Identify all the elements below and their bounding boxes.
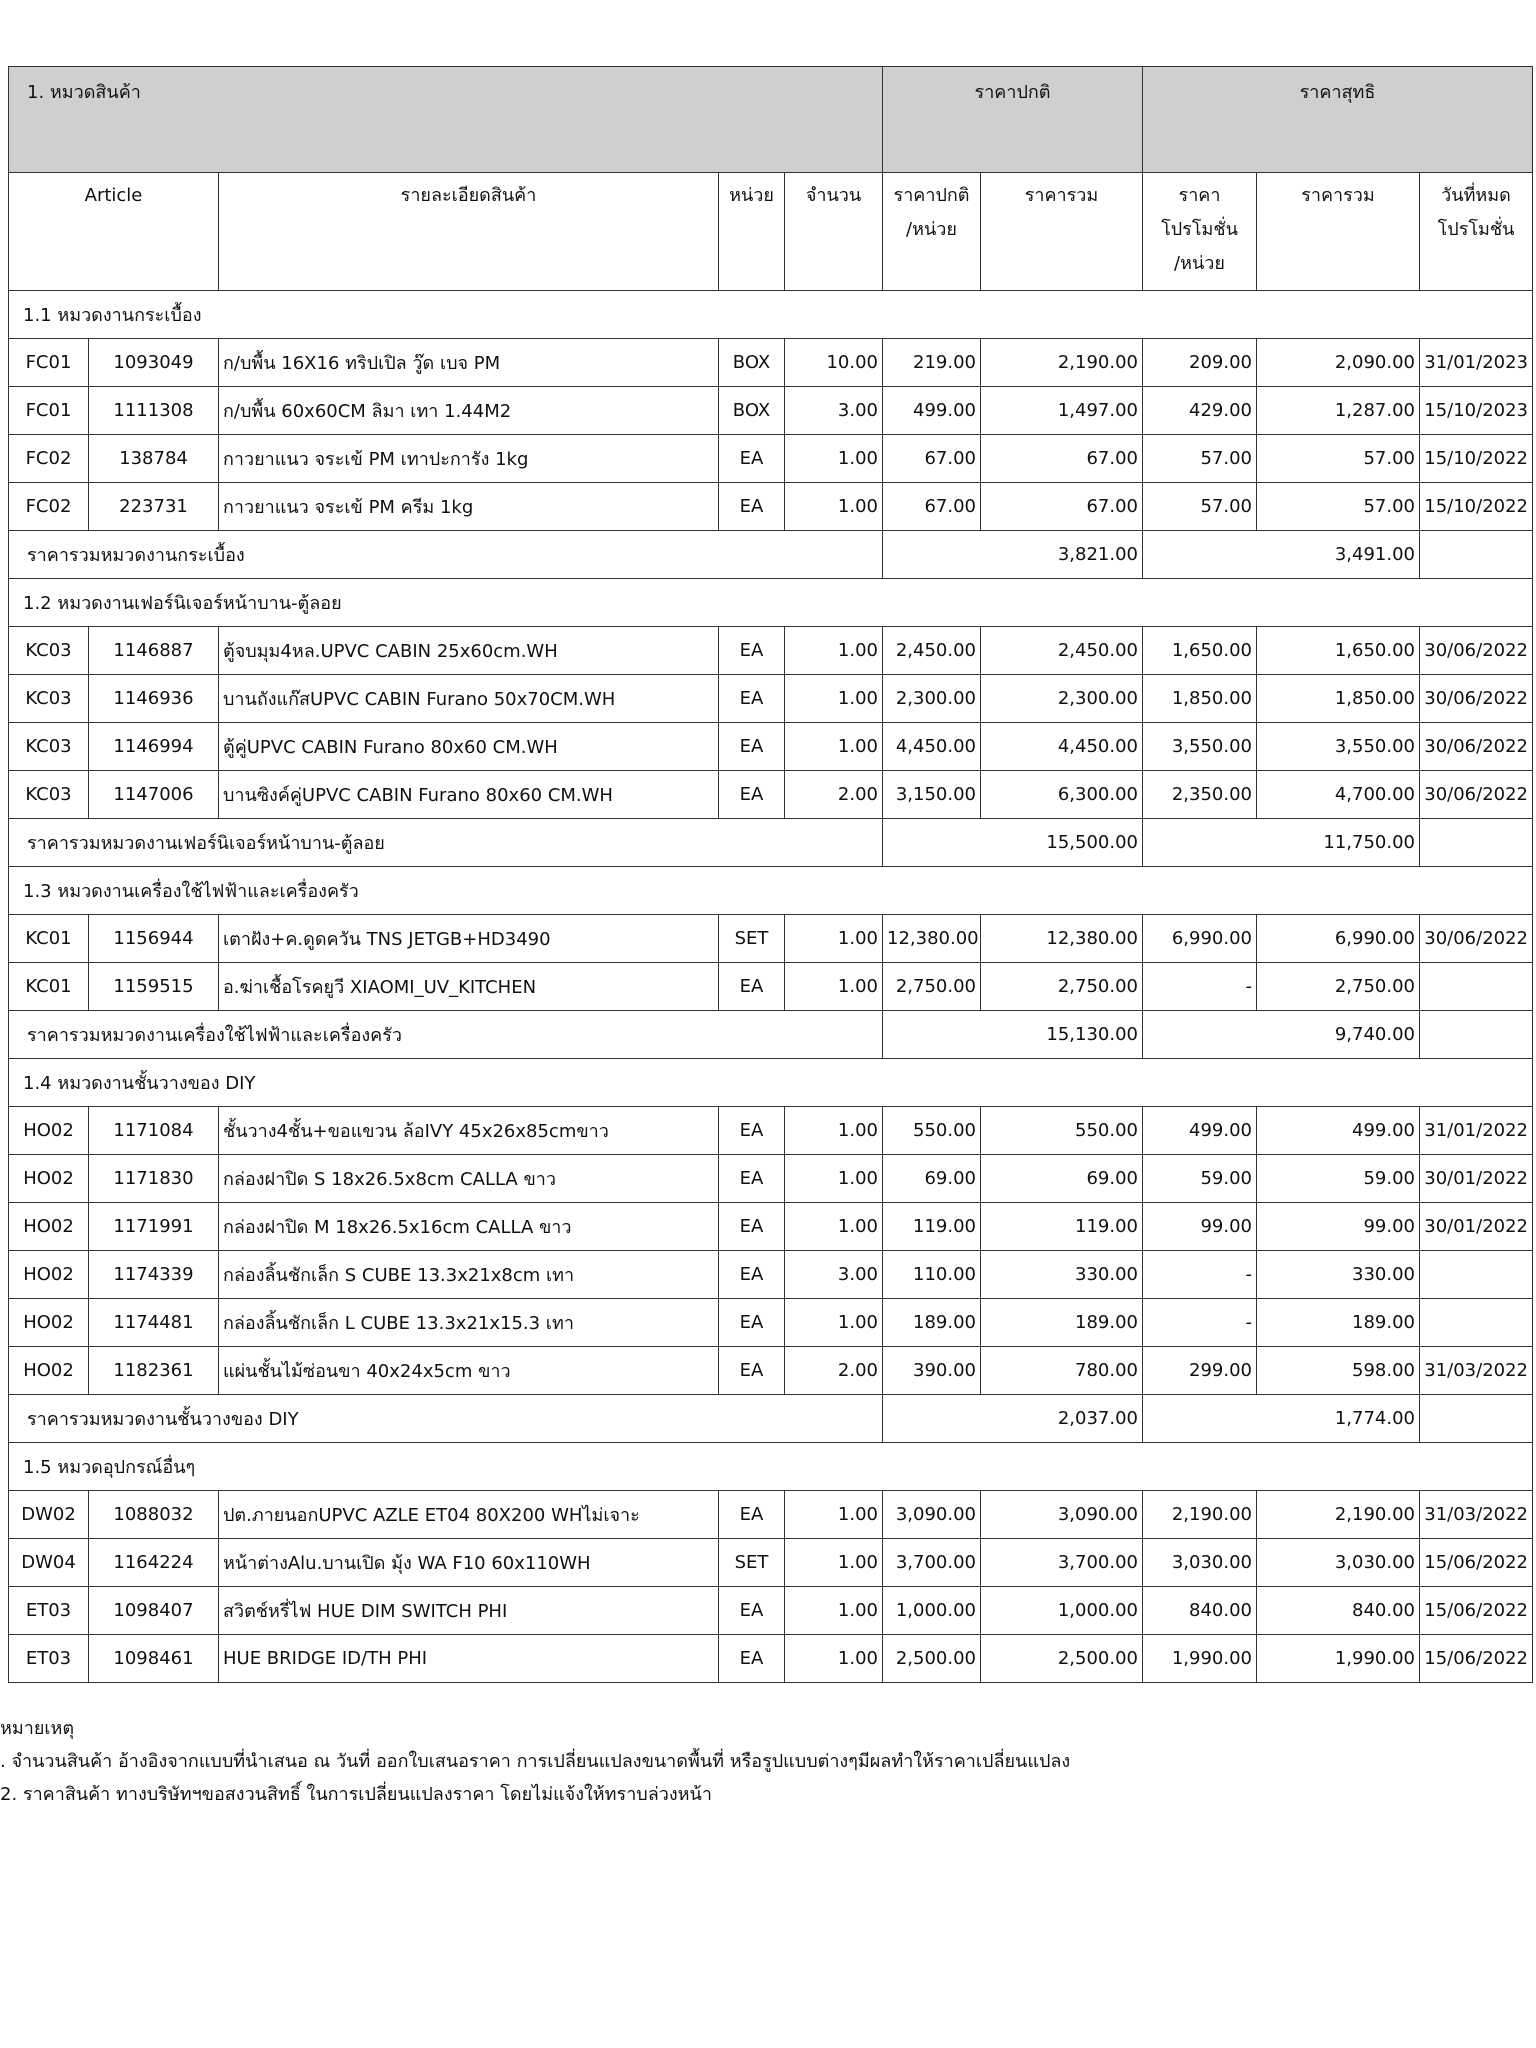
item-promo-price: 1,990.00 — [1143, 1635, 1257, 1683]
item-qty: 1.00 — [785, 435, 883, 483]
subtotal-empty — [1420, 1395, 1533, 1443]
item-total: 2,300.00 — [981, 675, 1143, 723]
item-description: กล่องฝาปิด M 18x26.5x16cm CALLA ขาว — [219, 1203, 719, 1251]
article-number: 1098461 — [89, 1635, 219, 1683]
item-promo-end: 15/06/2022 — [1420, 1635, 1533, 1683]
item-total: 67.00 — [981, 483, 1143, 531]
item-total: 1,497.00 — [981, 387, 1143, 435]
item-description: ก/บพื้น 16X16 ทริปเปิล วู๊ด เบจ PM — [219, 339, 719, 387]
section-title-row — [9, 291, 1533, 339]
item-unit-price: 2,450.00 — [883, 627, 981, 675]
article-number: 138784 — [89, 435, 219, 483]
item-description: บานซิงค์คู่UPVC CABIN Furano 80x60 CM.WH — [219, 771, 719, 819]
item-qty: 1.00 — [785, 1635, 883, 1683]
subtotal-label: ราคารวมหมวดงานชั้นวางของ DIY — [9, 1395, 883, 1443]
table-row — [9, 339, 1533, 387]
section-title: 1.5 หมวดอุปกรณ์อื่นๆ — [9, 1443, 1533, 1491]
subtotal-empty — [1420, 531, 1533, 579]
note-item: . จำนวนสินค้า อ้างอิงจากแบบที่นำเสนอ ณ วันที่ ออกใบเสนอราคา การเปลี่ยนแปลงขนาดพื้นที่ หรือรูปแบบต่างๆมีผลทำให้ราคาเปลี่ยนแปลง — [0, 1751, 1071, 1772]
item-promo-price: 1,850.00 — [1143, 675, 1257, 723]
item-unit-price: 4,450.00 — [883, 723, 981, 771]
col-article: Article — [9, 173, 219, 291]
item-unit-price: 390.00 — [883, 1347, 981, 1395]
item-net-total: 57.00 — [1257, 435, 1420, 483]
note-item: 2. ราคาสินค้า ทางบริษัทฯขอสงวนสิทธิ์ ในการเปลี่ยนแปลงราคา โดยไม่แจ้งให้ทราบล่วงหน้า — [0, 1784, 712, 1805]
item-promo-price: 299.00 — [1143, 1347, 1257, 1395]
item-net-total: 1,990.00 — [1257, 1635, 1420, 1683]
item-qty: 2.00 — [785, 771, 883, 819]
subtotal-net: 11,750.00 — [1143, 819, 1420, 867]
section-title-row — [9, 579, 1533, 627]
item-unit-price: 67.00 — [883, 435, 981, 483]
item-total: 4,450.00 — [981, 723, 1143, 771]
table-row — [9, 1203, 1533, 1251]
item-total: 69.00 — [981, 1155, 1143, 1203]
item-total: 2,750.00 — [981, 963, 1143, 1011]
item-qty: 1.00 — [785, 1155, 883, 1203]
subtotal-total: 2,037.00 — [883, 1395, 1143, 1443]
item-unit: EA — [719, 627, 785, 675]
item-promo-price: 57.00 — [1143, 483, 1257, 531]
subtotal-label: ราคารวมหมวดงานเครื่องใช้ไฟฟ้าและเครื่องครัว — [9, 1011, 883, 1059]
article-number: 1182361 — [89, 1347, 219, 1395]
subtotal-empty — [1420, 819, 1533, 867]
item-description: กาวยาแนว จระเข้ PM เทาปะการัง 1kg — [219, 435, 719, 483]
subtotal-net: 9,740.00 — [1143, 1011, 1420, 1059]
item-qty: 1.00 — [785, 1203, 883, 1251]
item-promo-end: 30/06/2022 — [1420, 915, 1533, 963]
item-qty: 1.00 — [785, 963, 883, 1011]
item-promo-price: 57.00 — [1143, 435, 1257, 483]
item-unit: BOX — [719, 387, 785, 435]
item-promo-end: 15/10/2022 — [1420, 483, 1533, 531]
item-code: FC01 — [9, 339, 89, 387]
item-unit: EA — [719, 963, 785, 1011]
item-total: 12,380.00 — [981, 915, 1143, 963]
item-promo-price: 99.00 — [1143, 1203, 1257, 1251]
table-row — [9, 1155, 1533, 1203]
item-total: 67.00 — [981, 435, 1143, 483]
item-code: KC03 — [9, 627, 89, 675]
item-unit: SET — [719, 915, 785, 963]
item-promo-price: - — [1143, 1299, 1257, 1347]
item-net-total: 99.00 — [1257, 1203, 1420, 1251]
item-total: 550.00 — [981, 1107, 1143, 1155]
article-number: 1171991 — [89, 1203, 219, 1251]
subtotal-net: 1,774.00 — [1143, 1395, 1420, 1443]
item-promo-price: 840.00 — [1143, 1587, 1257, 1635]
item-net-total: 840.00 — [1257, 1587, 1420, 1635]
table-row — [9, 387, 1533, 435]
article-number: 1088032 — [89, 1491, 219, 1539]
item-unit: EA — [719, 771, 785, 819]
item-description: ปต.ภายนอกUPVC AZLE ET04 80X200 WHไม่เจาะ — [219, 1491, 719, 1539]
item-code: KC01 — [9, 915, 89, 963]
item-net-total: 2,190.00 — [1257, 1491, 1420, 1539]
item-total: 1,000.00 — [981, 1587, 1143, 1635]
table-row — [9, 1107, 1533, 1155]
item-promo-end — [1420, 1299, 1533, 1347]
subtotal-row — [9, 819, 1533, 867]
item-description: อ.ฆ่าเชื้อโรคยูวี XIAOMI_UV_KITCHEN — [219, 963, 719, 1011]
col-promo-price: ราคา โปรโมชั่น /หน่วย — [1143, 173, 1257, 291]
item-unit: EA — [719, 1299, 785, 1347]
article-number: 1146887 — [89, 627, 219, 675]
item-code: FC02 — [9, 435, 89, 483]
item-unit: EA — [719, 1251, 785, 1299]
item-net-total: 2,750.00 — [1257, 963, 1420, 1011]
article-number: 1156944 — [89, 915, 219, 963]
item-net-total: 6,990.00 — [1257, 915, 1420, 963]
col-unit-price: ราคาปกติ /หน่วย — [883, 173, 981, 291]
item-description: หน้าต่างAlu.บานเปิด มุ้ง WA F10 60x110WH — [219, 1539, 719, 1587]
item-promo-end: 30/01/2022 — [1420, 1203, 1533, 1251]
section-title-row — [9, 1059, 1533, 1107]
item-unit-price: 67.00 — [883, 483, 981, 531]
item-qty: 3.00 — [785, 1251, 883, 1299]
item-total: 3,700.00 — [981, 1539, 1143, 1587]
item-net-total: 598.00 — [1257, 1347, 1420, 1395]
item-unit: EA — [719, 1347, 785, 1395]
item-code: KC03 — [9, 771, 89, 819]
item-promo-price: 6,990.00 — [1143, 915, 1257, 963]
article-number: 1171084 — [89, 1107, 219, 1155]
subtotal-row — [9, 531, 1533, 579]
subtotal-row — [9, 1011, 1533, 1059]
item-qty: 1.00 — [785, 1587, 883, 1635]
item-promo-end: 30/06/2022 — [1420, 723, 1533, 771]
item-total: 2,500.00 — [981, 1635, 1143, 1683]
article-number: 1111308 — [89, 387, 219, 435]
item-total: 3,090.00 — [981, 1491, 1143, 1539]
item-qty: 10.00 — [785, 339, 883, 387]
item-description: ตู้จบมุม4หล.UPVC CABIN 25x60cm.WH — [219, 627, 719, 675]
item-unit: EA — [719, 1587, 785, 1635]
item-total: 330.00 — [981, 1251, 1143, 1299]
item-net-total: 2,090.00 — [1257, 339, 1420, 387]
section-title: 1.4 หมวดงานชั้นวางของ DIY — [9, 1059, 1533, 1107]
item-code: HO02 — [9, 1251, 89, 1299]
item-promo-price: 429.00 — [1143, 387, 1257, 435]
article-number: 1147006 — [89, 771, 219, 819]
article-number: 1146994 — [89, 723, 219, 771]
notes — [0, 1712, 1070, 1811]
item-qty: 1.00 — [785, 1491, 883, 1539]
item-net-total: 1,650.00 — [1257, 627, 1420, 675]
subtotal-total: 3,821.00 — [883, 531, 1143, 579]
subtotal-total: 15,130.00 — [883, 1011, 1143, 1059]
item-promo-price: - — [1143, 1251, 1257, 1299]
item-promo-end: 15/06/2022 — [1420, 1539, 1533, 1587]
item-code: DW04 — [9, 1539, 89, 1587]
section-title-row — [9, 867, 1533, 915]
article-number: 1174481 — [89, 1299, 219, 1347]
item-unit-price: 110.00 — [883, 1251, 981, 1299]
item-description: กล่องลิ้นชักเล็ก L CUBE 13.3x21x15.3 เทา — [219, 1299, 719, 1347]
item-code: HO02 — [9, 1347, 89, 1395]
item-promo-price: 59.00 — [1143, 1155, 1257, 1203]
article-number: 1098407 — [89, 1587, 219, 1635]
article-number: 1164224 — [89, 1539, 219, 1587]
item-unit: EA — [719, 1635, 785, 1683]
subtotal-empty — [1420, 1011, 1533, 1059]
item-unit: EA — [719, 1155, 785, 1203]
group-header-row — [9, 67, 1533, 173]
item-unit-price: 2,300.00 — [883, 675, 981, 723]
table-row — [9, 435, 1533, 483]
item-promo-end: 31/03/2022 — [1420, 1491, 1533, 1539]
item-unit-price: 3,700.00 — [883, 1539, 981, 1587]
item-promo-end: 30/06/2022 — [1420, 675, 1533, 723]
item-net-total: 4,700.00 — [1257, 771, 1420, 819]
item-unit-price: 3,090.00 — [883, 1491, 981, 1539]
table-row — [9, 1539, 1533, 1587]
table-row — [9, 1251, 1533, 1299]
item-promo-end — [1420, 1251, 1533, 1299]
item-net-total: 1,850.00 — [1257, 675, 1420, 723]
col-net-total: ราคารวม — [1257, 173, 1420, 291]
item-code: KC01 — [9, 963, 89, 1011]
table-row — [9, 627, 1533, 675]
table-row — [9, 723, 1533, 771]
item-promo-price: 3,030.00 — [1143, 1539, 1257, 1587]
item-unit: EA — [719, 723, 785, 771]
item-unit-price: 550.00 — [883, 1107, 981, 1155]
article-number: 223731 — [89, 483, 219, 531]
item-code: ET03 — [9, 1587, 89, 1635]
subtotal-label: ราคารวมหมวดงานเฟอร์นิเจอร์หน้าบาน-ตู้ลอย — [9, 819, 883, 867]
section-title-row — [9, 1443, 1533, 1491]
item-unit: EA — [719, 1107, 785, 1155]
item-promo-end: 31/03/2022 — [1420, 1347, 1533, 1395]
item-unit-price: 1,000.00 — [883, 1587, 981, 1635]
table-row — [9, 1635, 1533, 1683]
item-promo-end: 31/01/2022 — [1420, 1107, 1533, 1155]
item-promo-end: 15/10/2023 — [1420, 387, 1533, 435]
item-promo-end: 31/01/2023 — [1420, 339, 1533, 387]
item-promo-end: 30/01/2022 — [1420, 1155, 1533, 1203]
table-row — [9, 483, 1533, 531]
section-title: 1.3 หมวดงานเครื่องใช้ไฟฟ้าและเครื่องครัว — [9, 867, 1533, 915]
item-promo-price: 1,650.00 — [1143, 627, 1257, 675]
table-row — [9, 1491, 1533, 1539]
col-unit: หน่วย — [719, 173, 785, 291]
item-qty: 1.00 — [785, 1539, 883, 1587]
item-qty: 1.00 — [785, 483, 883, 531]
item-net-total: 189.00 — [1257, 1299, 1420, 1347]
item-total: 189.00 — [981, 1299, 1143, 1347]
item-description: ตู้คู่UPVC CABIN Furano 80x60 CM.WH — [219, 723, 719, 771]
item-unit-price: 2,500.00 — [883, 1635, 981, 1683]
item-description: HUE BRIDGE ID/TH PHI — [219, 1635, 719, 1683]
article-number: 1174339 — [89, 1251, 219, 1299]
item-description: เตาฝัง+ค.ดูดควัน TNS JETGB+HD3490 — [219, 915, 719, 963]
item-code: KC03 — [9, 723, 89, 771]
item-promo-end: 15/06/2022 — [1420, 1587, 1533, 1635]
item-unit: EA — [719, 483, 785, 531]
item-net-total: 3,030.00 — [1257, 1539, 1420, 1587]
item-unit: EA — [719, 1203, 785, 1251]
table-row — [9, 771, 1533, 819]
item-promo-end: 15/10/2022 — [1420, 435, 1533, 483]
item-total: 780.00 — [981, 1347, 1143, 1395]
item-unit-price: 219.00 — [883, 339, 981, 387]
section-title: 1.2 หมวดงานเฟอร์นิเจอร์หน้าบาน-ตู้ลอย — [9, 579, 1533, 627]
item-unit: BOX — [719, 339, 785, 387]
item-unit-price: 119.00 — [883, 1203, 981, 1251]
item-unit: EA — [719, 675, 785, 723]
item-qty: 1.00 — [785, 627, 883, 675]
item-qty: 3.00 — [785, 387, 883, 435]
item-total: 6,300.00 — [981, 771, 1143, 819]
item-unit: EA — [719, 1491, 785, 1539]
item-unit: SET — [719, 1539, 785, 1587]
item-unit-price: 2,750.00 — [883, 963, 981, 1011]
item-promo-end: 30/06/2022 — [1420, 771, 1533, 819]
table-row — [9, 1587, 1533, 1635]
item-unit: EA — [719, 435, 785, 483]
item-unit-price: 499.00 — [883, 387, 981, 435]
item-description: ชั้นวาง4ชั้น+ขอแขวน ล้อIVY 45x26x85cmขาว — [219, 1107, 719, 1155]
item-promo-end: 30/06/2022 — [1420, 627, 1533, 675]
item-total: 2,450.00 — [981, 627, 1143, 675]
item-unit-price: 12,380.00 — [883, 915, 981, 963]
group-label: 1. หมวดสินค้า — [9, 67, 883, 173]
item-description: สวิตช์หรี่ไฟ HUE DIM SWITCH PHI — [219, 1587, 719, 1635]
item-net-total: 3,550.00 — [1257, 723, 1420, 771]
item-qty: 2.00 — [785, 1347, 883, 1395]
item-description: ก/บพื้น 60x60CM ลิมา เทา 1.44M2 — [219, 387, 719, 435]
item-promo-price: 2,350.00 — [1143, 771, 1257, 819]
table-row — [9, 1299, 1533, 1347]
item-promo-end — [1420, 963, 1533, 1011]
col-detail: รายละเอียดสินค้า — [219, 173, 719, 291]
subtotal-label: ราคารวมหมวดงานกระเบื้อง — [9, 531, 883, 579]
item-code: FC01 — [9, 387, 89, 435]
notes-title: หมายเหตุ — [0, 1718, 75, 1739]
col-total: ราคารวม — [981, 173, 1143, 291]
item-code: FC02 — [9, 483, 89, 531]
item-qty: 1.00 — [785, 1107, 883, 1155]
article-number: 1093049 — [89, 339, 219, 387]
item-code: KC03 — [9, 675, 89, 723]
item-promo-price: 3,550.00 — [1143, 723, 1257, 771]
table-row — [9, 1347, 1533, 1395]
regular-price-header: ราคาปกติ — [883, 67, 1143, 173]
item-promo-price: - — [1143, 963, 1257, 1011]
item-description: บานถังแก๊สUPVC CABIN Furano 50x70CM.WH — [219, 675, 719, 723]
item-code: HO02 — [9, 1203, 89, 1251]
item-unit-price: 69.00 — [883, 1155, 981, 1203]
item-code: DW02 — [9, 1491, 89, 1539]
table-row — [9, 915, 1533, 963]
item-code: HO02 — [9, 1107, 89, 1155]
item-code: ET03 — [9, 1635, 89, 1683]
item-promo-price: 2,190.00 — [1143, 1491, 1257, 1539]
item-description: กล่องลิ้นชักเล็ก S CUBE 13.3x21x8cm เทา — [219, 1251, 719, 1299]
item-code: HO02 — [9, 1155, 89, 1203]
item-qty: 1.00 — [785, 723, 883, 771]
item-qty: 1.00 — [785, 915, 883, 963]
item-net-total: 1,287.00 — [1257, 387, 1420, 435]
col-promo-end: วันที่หมด โปรโมชั่น — [1420, 173, 1533, 291]
article-number: 1146936 — [89, 675, 219, 723]
item-code: HO02 — [9, 1299, 89, 1347]
section-title: 1.1 หมวดงานกระเบื้อง — [9, 291, 1533, 339]
item-net-total: 330.00 — [1257, 1251, 1420, 1299]
table-row — [9, 675, 1533, 723]
item-unit-price: 189.00 — [883, 1299, 981, 1347]
item-description: กาวยาแนว จระเข้ PM ครีม 1kg — [219, 483, 719, 531]
item-promo-price: 499.00 — [1143, 1107, 1257, 1155]
quotation-table — [8, 66, 1533, 1683]
table-row — [9, 963, 1533, 1011]
article-number: 1171830 — [89, 1155, 219, 1203]
article-number: 1159515 — [89, 963, 219, 1011]
item-qty: 1.00 — [785, 1299, 883, 1347]
item-description: แผ่นชั้นไม้ซ่อนขา 40x24x5cm ขาว — [219, 1347, 719, 1395]
item-total: 119.00 — [981, 1203, 1143, 1251]
item-net-total: 57.00 — [1257, 483, 1420, 531]
item-total: 2,190.00 — [981, 339, 1143, 387]
item-net-total: 59.00 — [1257, 1155, 1420, 1203]
subtotal-total: 15,500.00 — [883, 819, 1143, 867]
item-net-total: 499.00 — [1257, 1107, 1420, 1155]
item-promo-price: 209.00 — [1143, 339, 1257, 387]
item-description: กล่องฝาปิด S 18x26.5x8cm CALLA ขาว — [219, 1155, 719, 1203]
col-qty: จำนวน — [785, 173, 883, 291]
net-price-header: ราคาสุทธิ — [1143, 67, 1533, 173]
column-header-row — [9, 173, 1533, 291]
subtotal-row — [9, 1395, 1533, 1443]
item-qty: 1.00 — [785, 675, 883, 723]
item-unit-price: 3,150.00 — [883, 771, 981, 819]
subtotal-net: 3,491.00 — [1143, 531, 1420, 579]
